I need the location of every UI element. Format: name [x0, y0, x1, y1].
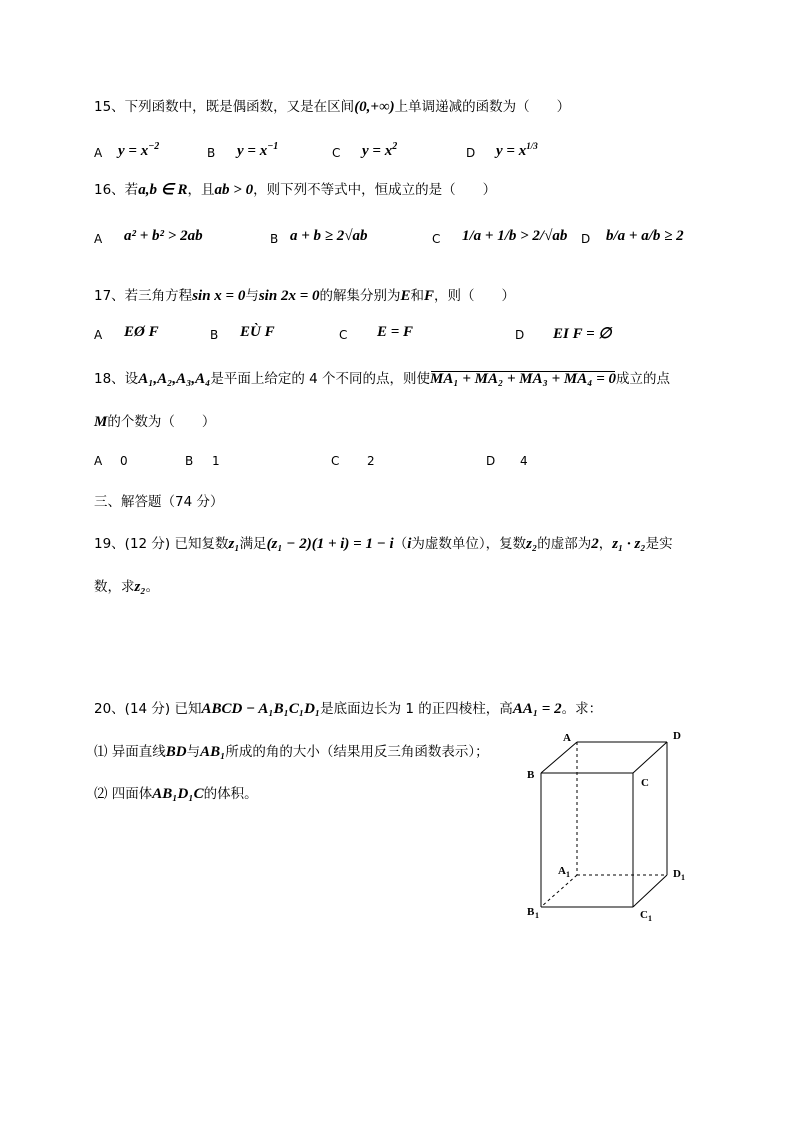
edge-a1b1-hidden: [541, 875, 577, 907]
label-d: D: [673, 730, 681, 742]
q18-option-a-letter: A: [94, 454, 103, 468]
q18-option-b-value: 1: [212, 454, 220, 468]
q18-option-d-value: 4: [520, 454, 528, 468]
q16-stem: 16、若a,b ∈ R，且ab > 0，则下列不等式中，恒成立的是（ ）: [94, 182, 497, 198]
q18-option-c-letter: C: [331, 454, 340, 468]
q17-option-d-letter: D: [515, 328, 525, 342]
q20-part1: ⑴ 异面直线BD与AB₁所成的角的大小（结果用反三角函数表示）；: [94, 744, 489, 760]
q17-option-c-expr: E = F: [377, 324, 414, 340]
q17-option-c-letter: C: [339, 328, 348, 342]
q20-prism: ABCD − A₁B₁C₁D₁: [201, 701, 321, 717]
label-c1: [640, 909, 652, 923]
q16-cond: ab > 0: [214, 182, 254, 198]
q15-stem-text: 15、下列函数中，既是偶函数，又是在区间: [94, 99, 355, 115]
q16-option-a-expr: a² + b² > 2ab: [124, 228, 203, 244]
q18-points: A₁,A₂,A₃,A₄: [138, 371, 211, 387]
q16-option-c-letter: C: [432, 232, 441, 246]
q15-option-b-expr: $y = x^{-1}$: [237, 141, 279, 159]
q17-stem: 17、若三角方程sin x = 0与sin 2x = 0的解集分别为E和F，则（ ）: [94, 288, 516, 304]
prism-figure: [520, 725, 700, 925]
q17-option-b-expr: EÙ F: [240, 324, 275, 340]
q18-vector-sum: MA₁ + MA₂ + MA₃ + MA₄ = 0: [430, 371, 617, 387]
q15-stem: [94, 95, 570, 116]
svg-text:1: 1: [566, 870, 570, 879]
section-heading: 三、解答题（74 分）: [94, 494, 224, 510]
q17-option-a-expr: EØ F: [124, 324, 159, 340]
svg-text:1: 1: [535, 911, 539, 920]
svg-text:1: 1: [681, 873, 685, 882]
q19-stem-line2: 数，求z₂。: [94, 579, 160, 595]
q15-interval: (0,+∞): [354, 99, 395, 115]
q18-option-d-letter: D: [486, 454, 496, 468]
q16-vars: a,b ∈ R: [138, 182, 188, 198]
q18-option-a-value: 0: [120, 454, 128, 468]
label-c: C: [641, 777, 649, 789]
q17-option-b-letter: B: [210, 328, 219, 342]
q15-option-c-letter: C: [332, 146, 341, 160]
q15-stem-end: 上单调递减的函数为（ ）: [394, 99, 571, 115]
edge-ab: [541, 742, 577, 773]
q16-option-b-letter: B: [270, 232, 279, 246]
q19-stem: 19、(12 分) 已知复数z₁满足(z₁ − 2)(1 + i) = 1 − i（i为虚数单位），复数z₂的虚部为2，z₁ · z₂是实: [94, 536, 673, 552]
q17-option-d-expr: EI F = ∅: [553, 326, 612, 342]
edge-dc: [633, 742, 667, 773]
q20-part2: ⑵ 四面体AB₁D₁C的体积。: [94, 786, 258, 802]
q15-option-a-expr: $y = x^{-2}$: [118, 141, 160, 159]
label-b: B: [527, 769, 535, 781]
q20-stem: 20、(14 分) 已知ABCD − A₁B₁C₁D₁是底面边长为 1 的正四棱柱，高AA₁ = 2。求：: [94, 701, 603, 717]
q17-option-a-letter: A: [94, 328, 103, 342]
label-a1: [558, 865, 570, 879]
q18-option-b-letter: B: [185, 454, 194, 468]
svg-text:1: 1: [648, 914, 652, 923]
edge-c1d1: [633, 875, 667, 907]
q16-option-c-expr: 1/a + 1/b > 2/√ab: [462, 228, 568, 244]
svg-text:B: B: [527, 906, 535, 918]
q20-height: AA₁ = 2: [512, 701, 562, 717]
q17-eq1: sin x = 0: [192, 288, 246, 304]
q17-eq2: sin 2x = 0: [258, 288, 320, 304]
q15-option-d-expr: $y = x^{1/3}$: [496, 141, 538, 159]
svg-text:A: A: [558, 865, 566, 877]
q18-option-c-value: 2: [367, 454, 375, 468]
q16-option-d-expr: b/a + a/b ≥ 2: [606, 228, 684, 244]
q15-option-c-expr: $y = x^2$: [362, 141, 398, 159]
label-a: A: [563, 732, 571, 744]
label-b1: [527, 906, 539, 920]
q15-option-b-letter: B: [207, 146, 216, 160]
svg-text:C: C: [640, 909, 648, 921]
q15-option-d-letter: D: [466, 146, 476, 160]
q20-tetrahedron: AB₁D₁C: [152, 786, 204, 802]
q19-equation: (z₁ − 2)(1 + i) = 1 − i: [266, 536, 394, 552]
q15-option-a-letter: A: [94, 146, 103, 160]
q18-stem: 18、设A₁,A₂,A₃,A₄是平面上给定的 4 个不同的点，则使MA₁ + MA₂ + MA₃ + MA₄ = 0成立的点: [94, 371, 671, 387]
q16-option-b-expr: a + b ≥ 2√ab: [290, 228, 368, 244]
q16-option-d-letter: D: [581, 232, 591, 246]
q16-option-a-letter: A: [94, 232, 103, 246]
label-d1: [673, 868, 685, 882]
q18-point-m: M: [94, 414, 108, 430]
q18-stem-line2: M的个数为（ ）: [94, 414, 216, 430]
svg-text:D: D: [673, 868, 681, 880]
